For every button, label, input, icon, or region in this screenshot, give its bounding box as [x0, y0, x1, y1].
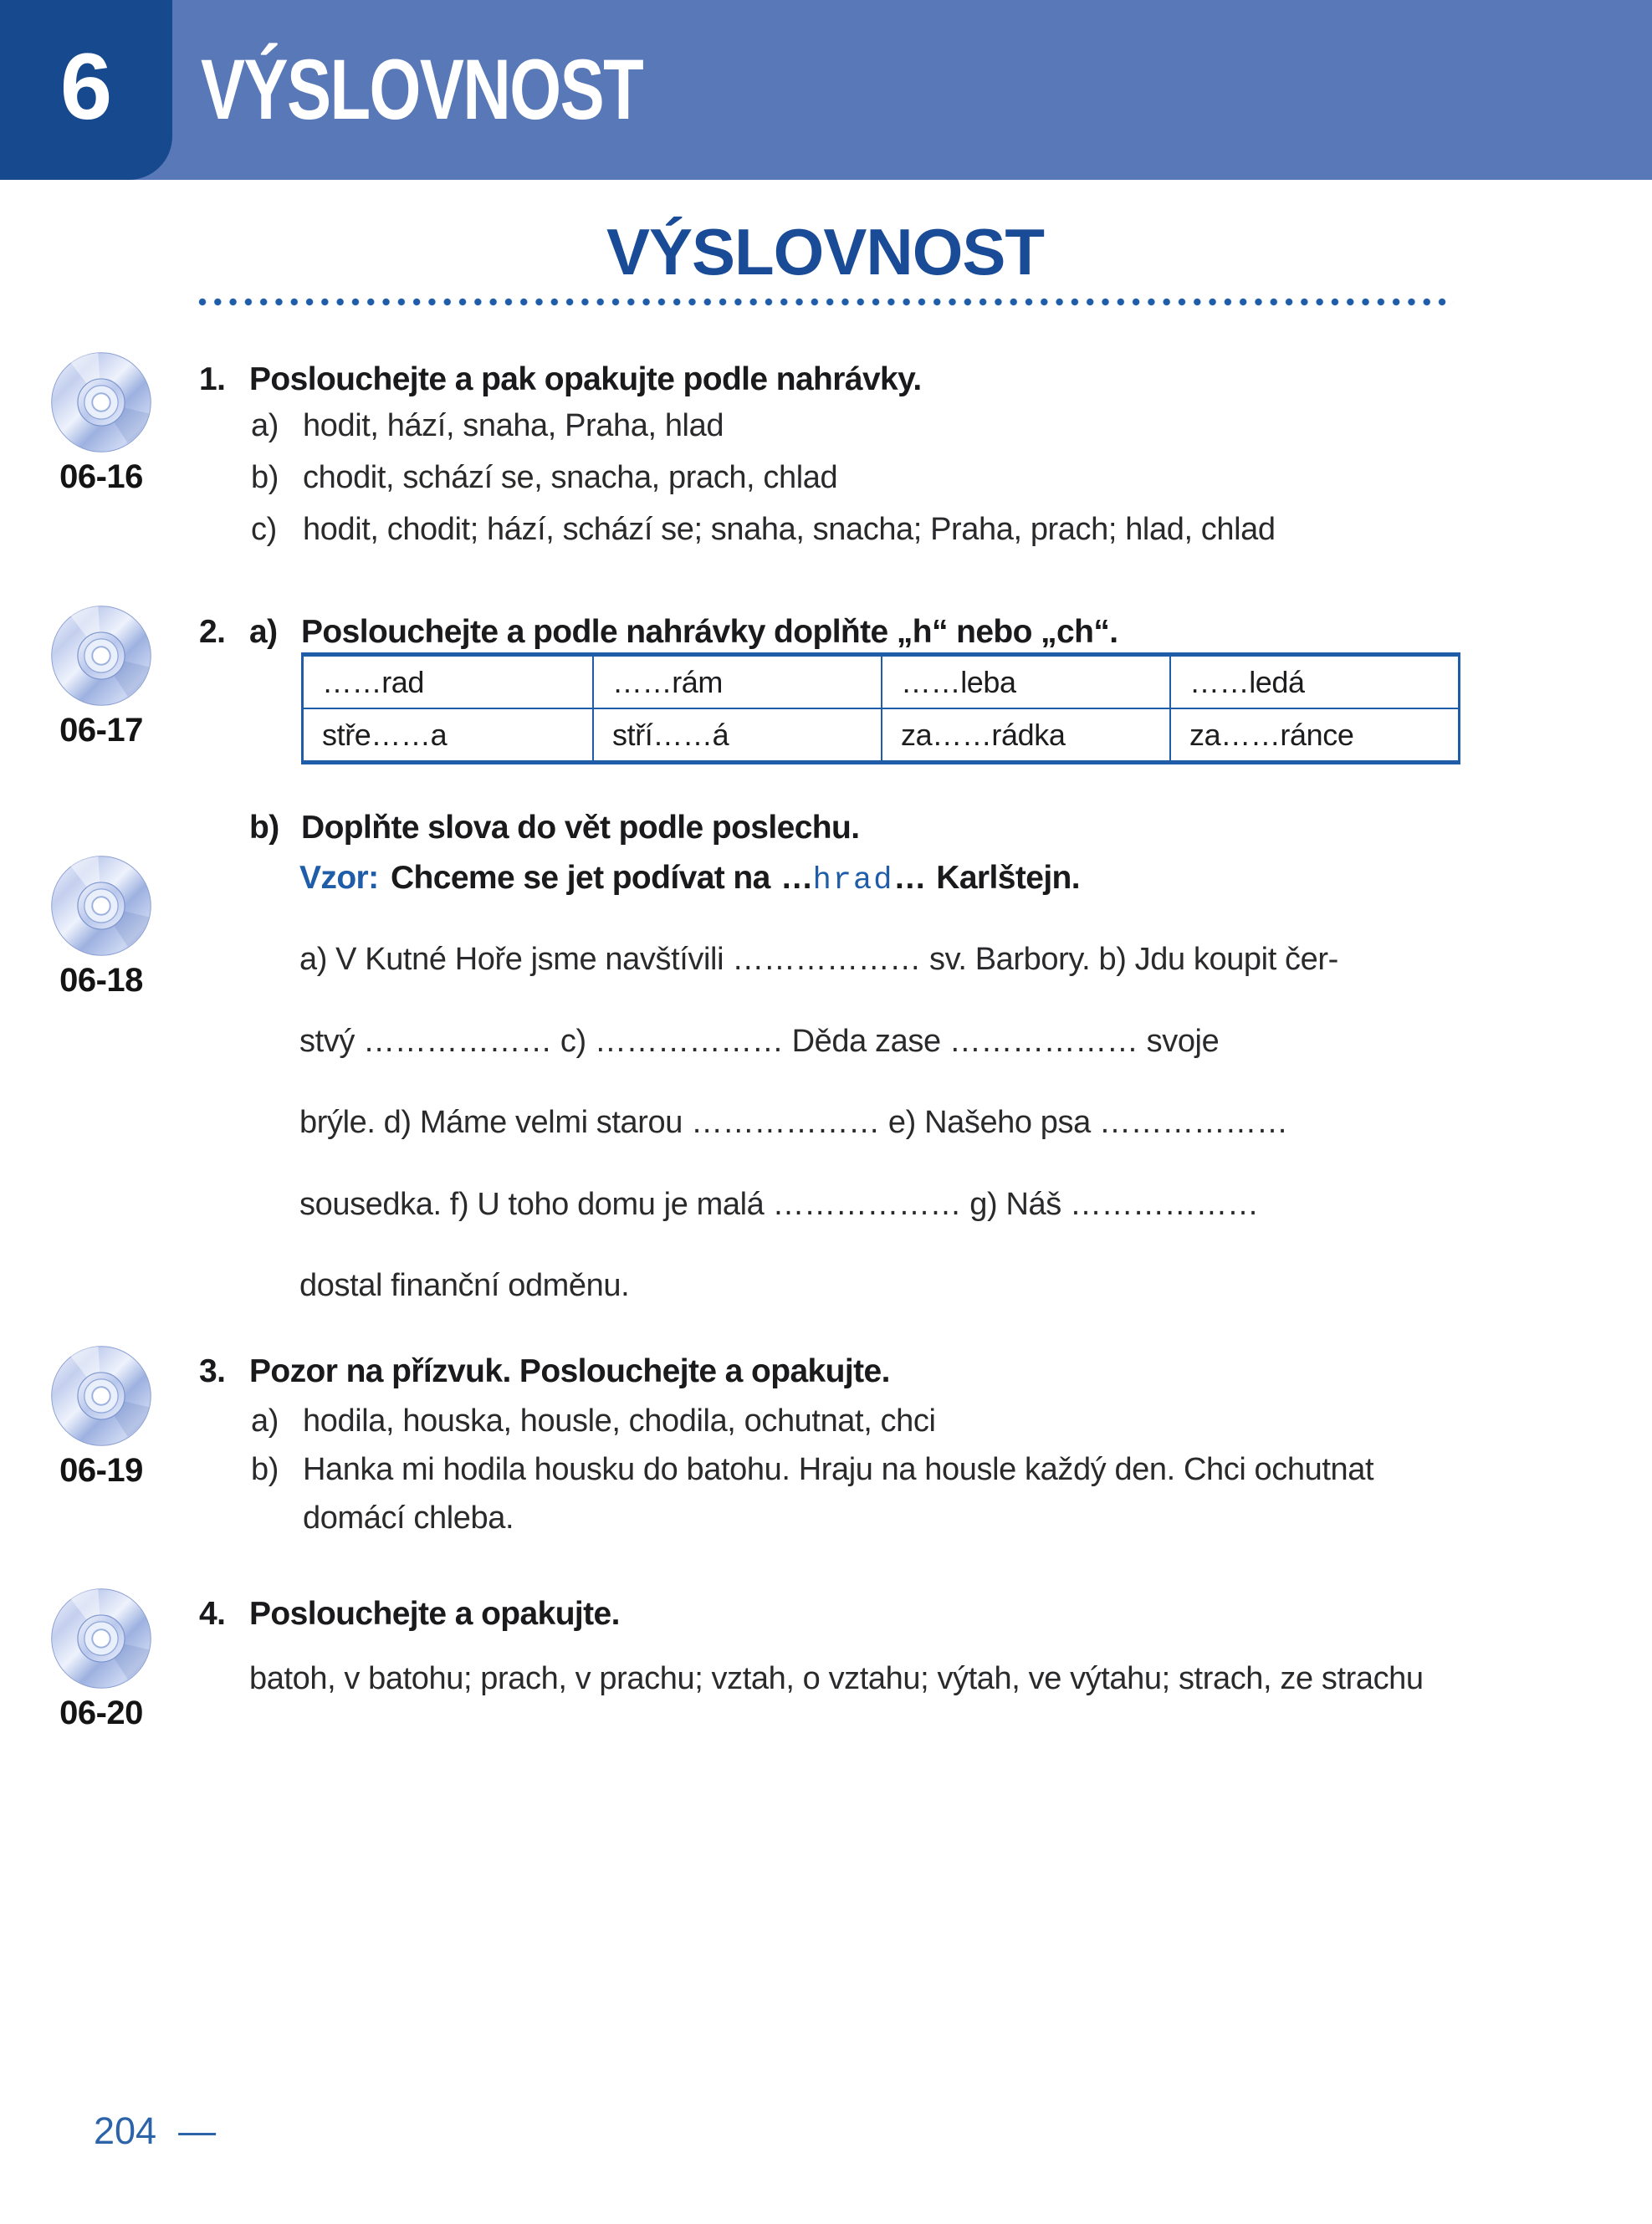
page-number: 204: [94, 2109, 157, 2152]
table-cell: ……rad: [322, 664, 425, 699]
dotted-rule: [197, 297, 1454, 308]
vzor-label: Vzor:: [299, 860, 379, 896]
exercise-3-item-b-continuation: domácí chleba.: [303, 1501, 514, 1536]
cd-track-label: 06-20: [59, 1695, 143, 1731]
exercise-4-number: 4.: [199, 1596, 226, 1632]
vzor-post-text: Karlštejn.: [936, 860, 1081, 896]
vzor-dots-left: …: [780, 860, 813, 896]
exercise-1-item-a-letter: a): [251, 408, 279, 443]
vzor-pre-text: Chceme se jet podívat na: [390, 860, 770, 896]
page-footer: [94, 2109, 216, 2153]
cd-badge: [38, 1587, 164, 1732]
table-cell: stří……á: [592, 708, 881, 760]
cd-track-label: 06-17: [59, 712, 143, 749]
exercise-2a-letter: a): [249, 614, 278, 650]
cd-badge: [38, 351, 164, 496]
cd-badge: [38, 605, 164, 749]
chapter-title: VÝSLOVNOST: [201, 42, 643, 137]
exercise-2a-title: Poslouchejte a podle nahrávky doplňte „h“ nebo „ch“.: [301, 614, 1118, 650]
exercise-3-item-a-letter: a): [251, 1403, 279, 1439]
exercise-1-title: Poslouchejte a pak opakujte podle nahrávky.: [249, 361, 922, 397]
exercise-1-item-a-text: hodit, hází, snaha, Praha, hlad: [303, 408, 724, 443]
cd-track-label: 06-19: [59, 1452, 143, 1489]
table-cell: stře……a: [304, 708, 592, 760]
cd-disc-icon: [50, 1345, 152, 1447]
cd-badge: [38, 1345, 164, 1490]
exercise-1-item-c-text: hodit, chodit; hází, schází se; snaha, snacha; Praha, prach; hlad, chlad: [303, 512, 1276, 547]
vzor-dots-right: …: [893, 860, 926, 896]
page-title: VÝSLOVNOST: [606, 215, 1045, 289]
paragraph-line: dostal finanční odměnu.: [299, 1268, 630, 1303]
vzor-line: [299, 860, 1080, 898]
exercise-4-title: Poslouchejte a opakujte.: [249, 1596, 620, 1632]
chapter-number-box: [0, 0, 172, 180]
vzor-answer: hrad: [812, 863, 894, 898]
footer-dash: —: [178, 2109, 217, 2152]
exercise-1-number: 1.: [199, 361, 226, 397]
paragraph-line: brýle. d) Máme velmi starou ……………… e) Našeho psa ………………: [299, 1105, 1288, 1140]
exercise-3-item-b-letter: b): [251, 1452, 279, 1487]
exercise-3-item-a-text: hodila, houska, housle, chodila, ochutnat, chci: [303, 1403, 936, 1439]
paragraph-line: stvý ……………… c) ……………… Děda zase ……………… svoje: [299, 1024, 1220, 1059]
paragraph-line: sousedka. f) U toho domu je malá ……………… g) Náš ………………: [299, 1187, 1259, 1222]
cd-badge: [38, 855, 164, 1000]
exercise-1-item-c-letter: c): [251, 512, 277, 547]
table-cell: ……leba: [881, 657, 1169, 708]
table-cell: ……rám: [592, 657, 881, 708]
cd-disc-icon: [50, 605, 152, 707]
exercise-3-item-b-text: Hanka mi hodila housku do batohu. Hraju na housle každý den. Chci ochutnat: [303, 1452, 1374, 1487]
exercise-4-text: batoh, v batohu; prach, v prachu; vztah, o vztahu; výtah, ve výtahu; strach, ze strachu: [249, 1661, 1424, 1696]
paragraph-line: a) V Kutné Hoře jsme navštívili ……………… sv. Barbory. b) Jdu koupit čer-: [299, 942, 1338, 977]
exercise-1-item-b-text: chodit, schází se, snacha, prach, chlad: [303, 460, 838, 495]
cd-disc-icon: [50, 855, 152, 957]
exercise-2b-letter: b): [249, 810, 279, 846]
exercise-1-item-b-letter: b): [251, 460, 279, 495]
exercise-2-number: 2.: [199, 614, 226, 650]
exercise-3-number: 3.: [199, 1353, 226, 1389]
pronunciation-table: [301, 652, 1460, 764]
cd-track-label: 06-16: [59, 458, 143, 495]
chapter-number: 6: [59, 33, 113, 139]
cd-disc-icon: [50, 1587, 152, 1690]
cd-disc-icon: [50, 351, 152, 453]
exercise-3-title: Pozor na přízvuk. Poslouchejte a opakujte.: [249, 1353, 890, 1389]
table-cell: za……rádka: [881, 708, 1169, 760]
exercise-2b-title: Doplňte slova do vět podle poslechu.: [301, 810, 860, 846]
cd-track-label: 06-18: [59, 962, 143, 999]
table-cell: ……ledá: [1169, 657, 1458, 708]
chapter-header-bar: [0, 0, 1652, 180]
table-cell: za……ránce: [1169, 708, 1458, 760]
